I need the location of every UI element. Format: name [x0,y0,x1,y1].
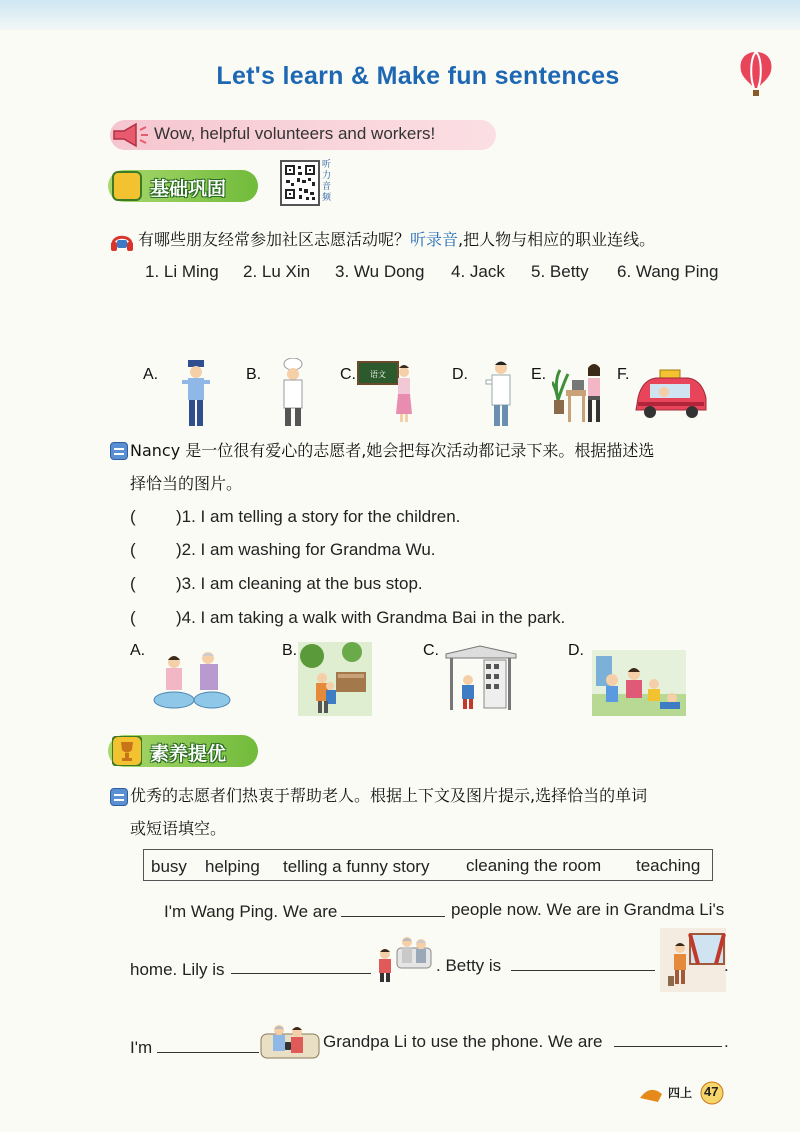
option-label: F. [617,366,630,383]
q2-item: )2. I am washing for Grandma Wu. [176,540,436,559]
option-label: B. [246,366,262,383]
taxi-driver-picture [632,368,710,420]
q2-item: )4. I am taking a walk with Grandma Bai in the park. [176,608,566,627]
option-label: D. [452,366,468,383]
word-option: busy [151,857,187,876]
q2-paren: ( [130,608,136,627]
sentence-text: I'm Wang Ping. We are [164,902,338,921]
word-option: teaching [636,856,701,875]
q1-highlight: 听录音 [410,230,459,249]
page-number: 47 [704,1084,719,1099]
cleaning-room-picture [660,928,726,992]
qr-label: 听力音频 [322,160,332,203]
bus-stop-picture [444,644,518,712]
page-title: Let's learn & Make fun sentences [216,62,620,90]
q2-item: )1. I am telling a story for the children. [176,507,461,526]
answer-blank-3[interactable] [511,954,655,971]
q2-paren: ( [130,574,136,593]
trophy-icon [112,736,142,766]
sentence-text: people now. We are in Grandma Li's [451,900,725,919]
sentence-text: home. Lily is [130,960,225,979]
q2-paren: ( [130,540,136,559]
top-gradient-bar [0,0,800,30]
option-label: E. [531,366,547,383]
word-option: helping [205,857,260,876]
answer-blank-5[interactable] [614,1030,722,1047]
word-option: telling a funny story [283,857,430,876]
q1-text-a: 有哪些朋友经常参加社区志愿活动呢？ [138,230,411,249]
q3-instruction-line1: 优秀的志愿者们热衷于帮助老人。根据上下文及图片提示,选择恰当的单词 [130,786,648,805]
answer-blank-2[interactable] [231,957,371,974]
washing-clothes-picture [152,648,232,710]
blackboard-text: 语文 [370,370,386,379]
section-title-basic: 基础巩固 [150,178,227,200]
phone-teaching-picture [259,1020,321,1064]
answer-blank-1[interactable] [341,900,445,917]
sentence-text: Grandpa Li to use the phone. We are [323,1032,603,1051]
q2-item: )3. I am cleaning at the bus stop. [176,574,423,593]
q1-text-b: ,把人物与相应的职业连线。 [458,230,656,249]
name-item: 3. Wu Dong [335,262,425,281]
police-officer-picture [180,358,212,430]
option-label: C. [423,642,439,659]
storytelling-picture [592,650,686,716]
name-item: 2. Lu Xin [243,262,311,281]
list-icon [110,442,128,460]
grade-label: 四上 [668,1086,693,1100]
q2-paren: ( [130,507,136,526]
q1-instruction [138,223,655,257]
name-item: 1. Li Ming [145,262,219,281]
option-label: A. [130,642,146,659]
q2-instruction-line2: 择恰当的图片。 [130,474,243,493]
option-label: B. [282,642,298,659]
name-item: 5. Betty [531,262,589,281]
funny-story-picture [373,932,435,984]
option-label: D. [568,642,584,659]
headphones-icon [110,230,134,252]
name-item: 4. Jack [451,262,505,281]
list-icon [110,788,128,806]
section-title-advanced: 素养提优 [150,743,227,765]
q2-instruction-line1: Nancy 是一位很有爱心的志愿者,她会把每次活动都记录下来。根据描述选 [130,441,655,460]
chef-picture [275,358,311,430]
sentence-text: . [724,956,729,975]
notebook-icon [112,171,142,201]
megaphone-icon [110,121,150,149]
word-option: cleaning the room [466,856,602,875]
sentence-text: . [724,1032,729,1051]
teacher-picture [356,360,416,424]
hot-air-balloon-icon [736,50,776,98]
qr-code-icon[interactable] [280,160,320,206]
option-label: C. [340,366,356,383]
name-item: 6. Wang Ping [617,262,719,281]
q3-instruction-line2: 或短语填空。 [130,819,227,838]
banner-text: Wow, helpful volunteers and workers! [154,124,436,143]
doctor-picture [484,358,518,430]
answer-blank-4[interactable] [157,1036,259,1053]
sentence-text: I'm [130,1038,153,1057]
park-walk-picture [298,642,372,716]
sentence-text: . Betty is [436,956,502,975]
option-label: A. [143,366,159,383]
office-worker-picture [552,360,608,426]
